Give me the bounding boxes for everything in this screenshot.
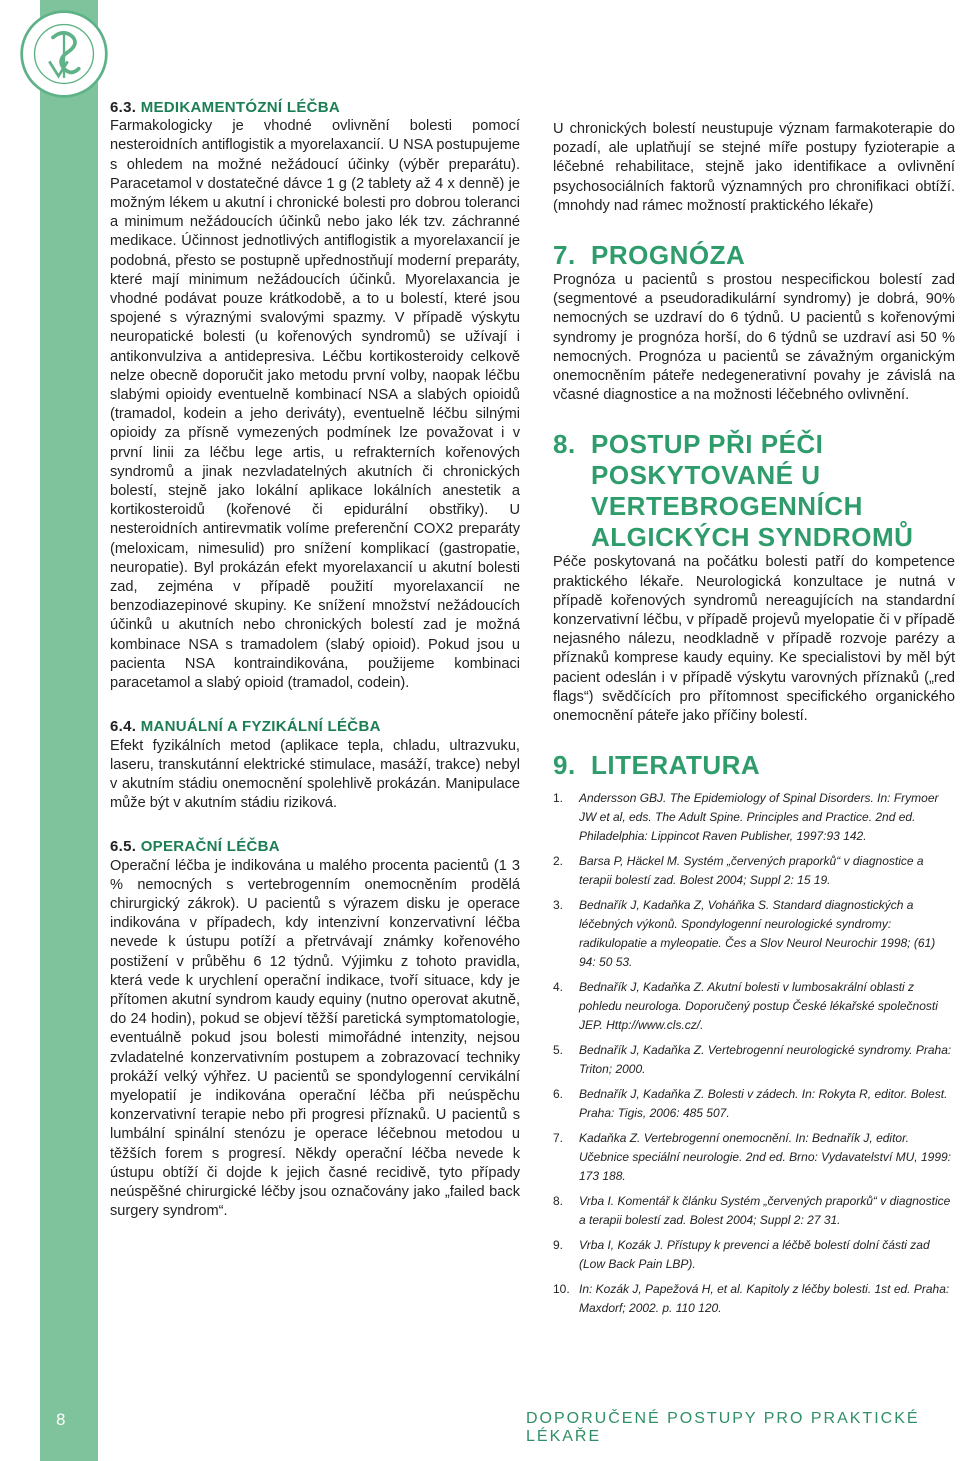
list-item: 2. Barsa P, Häckel M. Systém „červených praporků“ v diagnostice a terapii bolestí zad. Bolest 2004; Suppl 2: 15 19. xyxy=(553,854,924,888)
list-item: 4. Bednařík J, Kadaňka Z. Akutní bolesti v lumbosakrální oblasti z pohledu neurologa. Doporučený postup České lékařské společnosti JEP. Http://www.cls.cz/. xyxy=(553,980,938,1033)
list-item: 5. Bednařík J, Kadaňka Z. Vertebrogenní neurologické syndromy. Praha: Triton; 2000. xyxy=(553,1043,952,1077)
list-item: 3. Bednařík J, Kadaňka Z, Voháňka S. Standard diagnostických a léčebných výkonů. Spondylogenní neurologické syndromy: radikulopatie a myleopatie. Čes a Slov Neurol Neurochir 1998; (61) 94: 50 53. xyxy=(553,898,936,970)
section-title: LITERATURA xyxy=(591,750,761,781)
footer-title: DOPORUČENÉ POSTUPY PRO PRAKTICKÉ LÉKAŘE xyxy=(526,1410,920,1445)
section-number: 6.3. xyxy=(110,99,137,116)
section-title: PROGNÓZA xyxy=(591,240,746,271)
left-column xyxy=(110,98,520,1221)
section-number: 6.4. xyxy=(110,718,137,736)
section-6-3-text: Farmakologicky je vhodné ovlivnění bolesti pomocí nesteroidních antiflogistik a myorelaxancií. U NSA postupujeme s ohledem na možné nežádoucí účinky (výběr preparátu). Paracetamol v dostatečné dávce 1 g (2 tablety až 4 x denně) je možným lékem u akutní i chronické bolesti pro dobrou toleranci a minimum nežádoucích účinků nebo jako lék tzv. záchranné medikace. Účinnost jednotlivých antiflogistik a myorelaxancií je podobná, přesto se postupně upřednostňují moderní preparáty, které mají minimum nežádoucích účinků. Myorelaxancia je vhodné podávat pouze krátkodobě, a to u bolestí, které jsou spojené s výraznými svalovými spazmy. V případě výskytu neuropatické bolesti (u kořenových syndromů) se užívají i antikonvulziva a antidepresiva. Léčbu kortikosteroidy celkově nelze obecně doporučit jako metodu první volby, naopak léčbu slabými opioidy eventuelně kombinací NSA a slabých opioidů (tramadol, kodein a jeho deriváty), eventuelně léčbu silnými opioidy za přísně vymezených podmínek lze považovat i v první linii za léčbu lege artis, u refrakterních kořenových syndromů a jinak nezvladatelných akutních či chronických bolestí, stejně jako lokální aplikace lokálních anestetik a kortikosteroidů (kořenové či epidurální obstřiky). U nesteroidních antirevmatik volíme preferenční COX2 preparáty (meloxicam, nimesulid) pro snížení komplikací (gastropatie, neuropatie). Byl prokázán efekt myorelaxancií u akutní bolesti zad, zejména v případě použití myorelaxancií ne benzodiazepinové skupiny. Ke snížení množství nežádoucích účinků u akutních nebo chronických bolestí zad je možná kombinace NSA s tramadolem (slabý opioid). Pokud jsou u pacienta NSA kontraindikována, použijeme kombinaci paracetamol a slabý opioid (tramadol, codein). xyxy=(110,118,520,692)
section-number: 6.5. xyxy=(110,838,137,856)
list-item: 6. Bednařík J, Kadaňka Z. Bolesti v zádech. In: Rokyta R, editor. Bolest. Praha: Tigis, 2006: 485 507. xyxy=(553,1087,948,1121)
page-number: 8 xyxy=(56,1410,66,1429)
section-8-text: Péče poskytovaná na počátku bolesti patří do kompetence praktického lékaře. Neurologická konzultace je nutná v případě kořenových syndromů nereagujících na standardní konzervativní léčbu, v případě projevů myelopatie či v případě nejasného nálezu, neodkladně v případě rozvoje parézy a příznaků komprese kaudy equiny. Ke specialistovi by měl být pacient odeslán i v případě výskytu varovných příznaků („red flags“) svědčících pro přítomnost specifického organického onemocnění páteře jako příčiny bolestí. xyxy=(553,554,955,725)
section-title: MEDIKAMENTÓZNÍ LÉČBA xyxy=(140,99,341,116)
section-9-heading xyxy=(553,750,955,781)
intro-paragraph: U chronických bolestí neustupuje význam farmakoterapie do pozadí, ale uplatňují se stejné míře postupy fyzioterapie a léčebné rehabilitace, stejně jako identifikace a ovlivnění psychosociálních faktorů významných pro chronifikaci obtíží. (mnohdy nad rámec možností praktického lékaře) xyxy=(553,121,955,214)
list-item: 8. Vrba I. Komentář k článku Systém „červených praporků“ v diagnostice a terapii bolestí zad. Bolest 2004; Suppl 2: 27 31. xyxy=(553,1194,951,1228)
list-item: 1. Andersson GBJ. The Epidemiology of Spinal Disorders. In: Frymoer JW et al, eds. The Adult Spine. Principles and Practice. 2nd ed. Philadelphia: Lippincot Raven Publisher, 1997:93 142. xyxy=(553,791,939,844)
section-number: 9. xyxy=(553,750,576,781)
section-number: 8. xyxy=(553,429,576,460)
section-6-3-heading xyxy=(110,98,520,117)
section-7-text: Prognóza u pacientů s prostou nespecifickou bolestí zad (segmentové a pseudoradikulární syndromy) je dobrá, 90% nemocných se uzdraví do 6 týdnů. U pacientů s kořenovými syndromy je prognóza horší, do 6 týdnů se uzdraví asi 50 % nemocných. Prognóza u pacientů se závažným organickým onemocněním páteře nedegenerativní povahy je závislá na včasné diagnostice a na možnosti léčebného ovlivnění. xyxy=(553,272,955,404)
margin-stripe xyxy=(40,0,98,1461)
right-column xyxy=(553,120,955,1324)
reference-list xyxy=(553,789,955,1318)
section-7-heading xyxy=(553,240,955,271)
section-title: MANUÁLNÍ A FYZIKÁLNÍ LÉČBA xyxy=(140,718,381,736)
list-item: 9. Vrba I, Kozák J. Přístupy k prevenci a léčbě bolestí dolní části zad (Low Back Pain LBP). xyxy=(553,1238,930,1272)
section-6-4-heading xyxy=(110,717,520,736)
list-item: 7. Kadaňka Z. Vertebrogenní onemocnění. In: Bednařík J, editor. Učebnice speciální neurologie. 2nd ed. Brno: Vydavatelství MU, 1999: 173 188. xyxy=(553,1131,951,1184)
section-title: POSTUP PŘI PÉČI POSKYTOVANÉ U VERTEBROGENNÍCH ALGICKÝCH SYNDROMŮ xyxy=(591,429,914,553)
section-8-heading xyxy=(553,429,955,553)
section-6-4-text: Efekt fyzikálních metod (aplikace tepla, chladu, ultrazvuku, laseru, transkutánní elektrické stimulace, masáží, trakce) nebyl v akutním stádiu onemocnění spolehlivě prokázán. Manipulace může být v akutním stádiu riziková. xyxy=(110,737,520,812)
list-item: 10. In: Kozák J, Papežová H, et al. Kapitoly z léčby bolesti. 1st ed. Praha: Maxdorf; 2002. p. 110 120. xyxy=(553,1282,950,1316)
section-title: OPERAČNÍ LÉČBA xyxy=(140,838,280,856)
section-6-5-heading xyxy=(110,837,520,856)
section-number: 7. xyxy=(553,240,576,271)
society-logo-icon xyxy=(18,8,110,100)
section-6-5-text: Operační léčba je indikována u malého procenta pacientů (1 3 % nemocných s vertebrogenním onemocněním prodělá chirurgický zákrok). U pacientů s výrazem disku je operace indikována v případech, kdy intenzivní konzervativní léčba nevede k ústupu potíží a přetrvávají známky kořenového postižení v průběhu 6 12 týdnů. Výjimku z tohoto pravidla, která vede k urychlení operační indikace, tvoří situace, kdy je přítomen akutní syndrom kaudy equiny (nutno operovat akutně, do 24 hodin), pokud se objeví těžší paretická symptomatologie, eventuálně pokud jsou bolesti mimořádné intenzity, nejsou zvladatelné konzervativním postupem a zobrazovací techniky prokáží velký výhřez. U pacientů se spondylogenní cervikální myelopatií je indikována operační léčba při neúspěchu konzervativní terapie nebo při progresi příznaků. U pacientů s lumbální spinální stenózu je operace léčebnou metodou u těžších forem s progresí. Někdy operační léčba nevede k ústupu obtíží či dojde k jejich časné recidivě, tyto případy neúspěšné chirurgické léčby jsou označovány jako „failed back surgery syndrom“. xyxy=(110,857,520,1220)
